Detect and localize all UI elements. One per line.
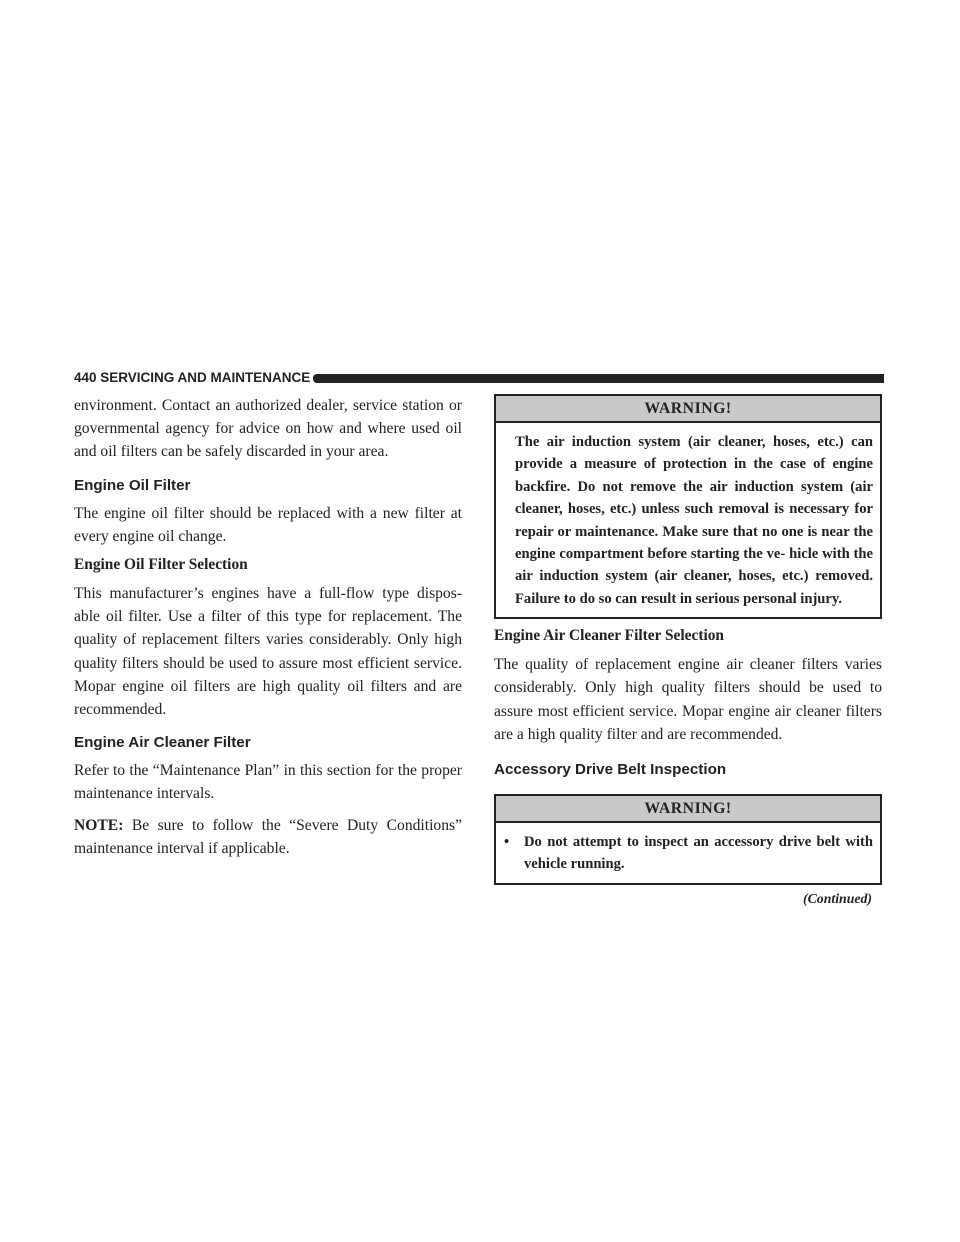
left-column [74, 394, 462, 860]
engine-oil-filter-body: The engine oil filter should be replaced with a new filter at every engine oil change. [74, 504, 462, 545]
right-column [494, 394, 882, 907]
continued-label: (Continued) [803, 890, 872, 906]
accessory-drive-belt-heading: Accessory Drive Belt Inspection [494, 761, 727, 779]
air-filter-selection-body: The quality of replacement engine air cleaner filters varies considerably. Only high quality filters should be used to assure most efficient service. Mopar engine air cleaner filters are a high quality filter and are recommended. [494, 656, 882, 743]
warning-title: WARNING! [496, 796, 880, 823]
bullet-icon: • [504, 834, 510, 851]
note-paragraph [74, 814, 462, 860]
oil-filter-selection-heading: Engine Oil Filter Selection [74, 556, 248, 574]
header-rule [313, 374, 884, 383]
drive-belt-warning-box [494, 794, 882, 885]
page-header [74, 370, 884, 386]
air-induction-warning-box [494, 394, 882, 619]
intro-paragraph: environment. Contact an authorized dealer, service station or governmental agency for advice on how and where used oil and oil filters can be safely discarded in your area. [74, 397, 462, 461]
note-label: NOTE: [74, 816, 124, 834]
warning-list-item: • Do not attempt to inspect an accessory drive belt with vehicle running. [504, 831, 873, 876]
warning-text: The air induction system (air cleaner, hoses, etc.) can provide a measure of protection in the case of engine backfire. Do not remove the air induction system (air cleaner, hoses, etc.) unless such removal is necessary for repair or maintenance. Make sure that no one is near the engine compartment before starting the ve- hicle with the air induction system (air cleaner, hoses, etc.) removed. Failure to do so can result in serious personal injury. [515, 434, 873, 607]
air-filter-selection-heading: Engine Air Cleaner Filter Selection [494, 627, 724, 645]
air-cleaner-filter-body: Refer to the “Maintenance Plan” in this section for the proper maintenance intervals. [74, 762, 462, 803]
warning-list [504, 831, 873, 876]
warning-body [496, 423, 880, 617]
warning-title: WARNING! [496, 396, 880, 423]
oil-filter-selection-body: This manufacturer’s engines have a full-flow type dispos- able oil filter. Use a filter of this type for replacement. The quality of replacement filters varies considerably. Only high quality filters should be used to assure most efficient service. Mopar engine oil filters are high quality oil filters and are recommended. [74, 585, 462, 719]
note-text: Be sure to follow the “Severe Duty Conditions” maintenance interval if applicable. [74, 816, 462, 857]
page-number-section-title: 440 SERVICING AND MAINTENANCE [74, 370, 311, 385]
engine-oil-filter-heading: Engine Oil Filter [74, 476, 191, 494]
warning-body [496, 823, 880, 883]
engine-air-cleaner-filter-heading: Engine Air Cleaner Filter [74, 734, 251, 752]
